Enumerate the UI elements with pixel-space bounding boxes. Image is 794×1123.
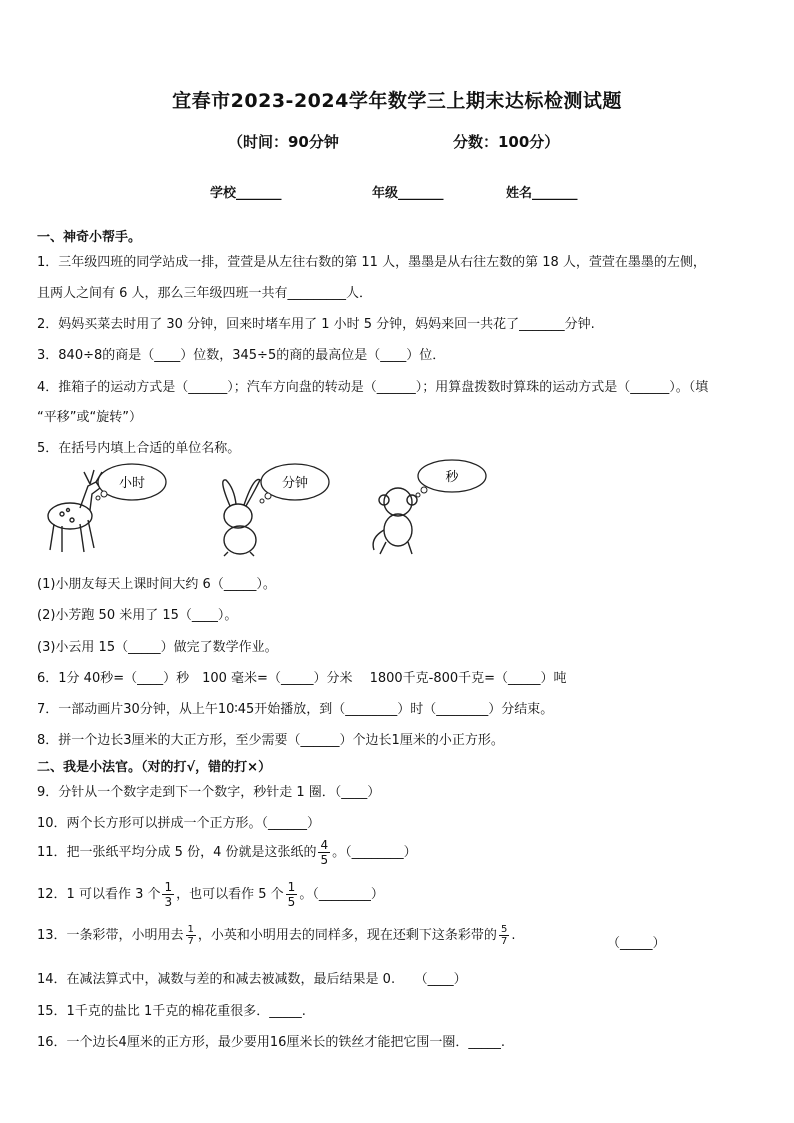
- q12-fraction-2: $\frac{1}{5}$: [287, 880, 296, 909]
- question-3: 3．840÷8的商是（____）位数，345÷5的商的最高位是（____）位．: [37, 348, 446, 363]
- q11-blank: 。（________）: [332, 845, 417, 860]
- question-16: 16．一个边长4厘米的正方形，最少要用16厘米长的铁丝才能把它围一圈．_____.: [37, 1035, 505, 1050]
- q11-fraction: $\frac{4}{5}$: [320, 838, 329, 867]
- question-12: [37, 880, 384, 909]
- q13-text-mid: ，小英和小明用去的同样多，现在还剩下这条彩带的: [197, 928, 497, 943]
- q13-text: 13．一条彩带，小明用去: [37, 928, 184, 943]
- deer-icon: [48, 470, 102, 552]
- cloud-minutes: [260, 464, 329, 503]
- question-1-line-2: 且两人之间有 6 人，那么三年级四班一共有_________人．: [37, 286, 373, 301]
- q12-blank: 。（________）: [299, 887, 384, 902]
- cloud-label-minutes: 分钟: [281, 476, 309, 491]
- grade-field: 年级_______: [372, 186, 444, 201]
- cloud-seconds: [416, 460, 486, 497]
- q13-blank: （_____）: [607, 936, 666, 951]
- q13-fraction-2: $\frac{5}{7}$: [500, 924, 508, 947]
- question-5: 5．在括号内填上合适的单位名称。: [37, 441, 241, 456]
- question-6: 6．1分 40秒=（____）秒 100 毫米=（_____）分米 1800千克-800千克=（_____）吨: [37, 671, 567, 686]
- time-label: （时间：90分钟: [228, 133, 339, 151]
- section-1-heading: 一、神奇小帮手。: [37, 230, 142, 245]
- q13-fraction-1: $\frac{1}{7}$: [187, 924, 194, 947]
- question-14: 14．在减法算式中，减数与差的和减去被减数，最后结果是 0. （____）: [37, 972, 467, 987]
- cloud-hours: [96, 464, 166, 500]
- question-8: 8．拼一个边长3厘米的大正方形，至少需要（______）个边长1厘米的小正方形。: [37, 733, 504, 748]
- question-15: 15．1千克的盐比 1千克的棉花重很多．_____.: [37, 1004, 306, 1019]
- question-10: 10．两个长方形可以拼成一个正方形。（______）: [37, 816, 321, 831]
- q12-text-mid: ，也可以看作 5 个: [176, 887, 284, 902]
- question-4-line-2: “平移”或“旋转”）: [37, 410, 142, 425]
- cloud-label-hours: 小时: [118, 476, 146, 491]
- q11-text: 11．把一张纸平均分成 5 份，4 份就是这张纸的: [37, 845, 317, 860]
- score-label: 分数：100分）: [453, 133, 560, 151]
- question-4-line-1: 4．推箱子的运动方式是（______）；汽车方向盘的转动是（______）；用算盘拨数时算珠的运动方式是（______）。（填: [37, 380, 709, 395]
- question-13: [37, 924, 515, 947]
- cloud-label-seconds: 秒: [445, 470, 459, 485]
- q13-end: .: [511, 928, 516, 943]
- monkey-icon: [373, 488, 417, 554]
- question-5-1: (1)小朋友每天上课时间大约 6（_____）。: [37, 577, 276, 592]
- question-9: 9．分针从一个数字走到下一个数字，秒针走 1 圈．（____）: [37, 785, 381, 800]
- rabbit-icon: [223, 480, 260, 556]
- question-2: 2．妈妈买菜去时用了 30 分钟，回来时堵车用了 1 小时 5 分钟，妈妈来回一共花了_______分钟.: [37, 317, 595, 332]
- q12-text: 12．1 可以看作 3 个: [37, 887, 161, 902]
- unit-pictures: [40, 458, 500, 558]
- question-5-3: (3)小云用 15（_____）做完了数学作业。: [37, 640, 278, 655]
- question-7: 7．一部动画片30分钟，从上午10∶45开始播放，到（________）时（________）分结束。: [37, 702, 554, 717]
- question-5-2: (2)小芳跑 50 米用了 15（____）。: [37, 608, 238, 623]
- name-field: 姓名_______: [506, 186, 578, 201]
- q12-fraction-1: $\frac{1}{3}$: [164, 880, 173, 909]
- question-11: [37, 838, 417, 867]
- page-title: 宜春市2023-2024学年数学三上期末达标检测试题: [172, 90, 622, 112]
- school-field: 学校_______: [210, 186, 282, 201]
- question-1-line-1: 1．三年级四班的同学站成一排，萱萱是从左往右数的第 11 人，墨墨是从右往左数的第 18 人，萱萱在墨墨的左侧，: [37, 255, 706, 270]
- section-2-heading: 二、我是小法官。（对的打√，错的打×）: [37, 760, 272, 775]
